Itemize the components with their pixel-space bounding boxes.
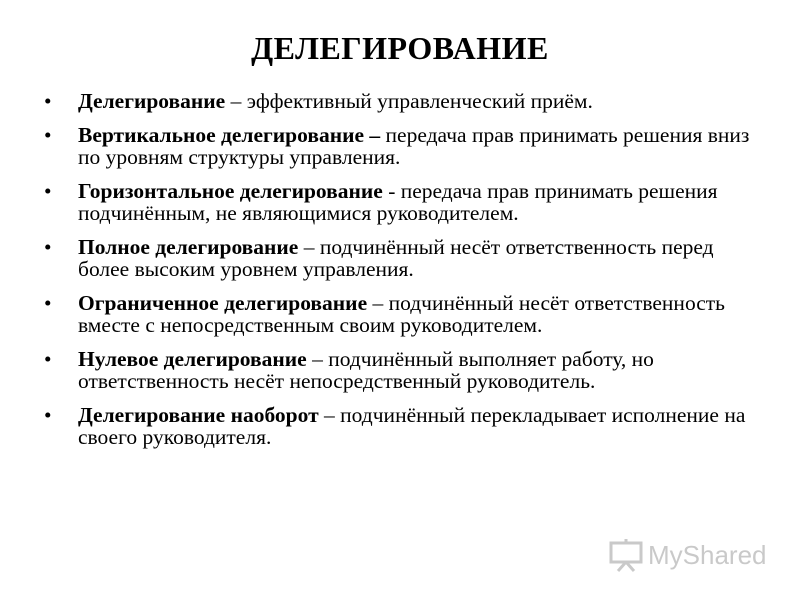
bullet-item — [44, 348, 764, 392]
bullet-text: - передача прав принимать решения подчинённым, не являющимися руководителем. — [78, 179, 718, 225]
bullet-term: Горизонтальное делегирование — [78, 179, 383, 203]
bullet-dot-icon: • — [44, 347, 52, 371]
bullet-dot-icon: • — [44, 89, 52, 113]
bullet-item — [44, 236, 764, 280]
watermark-text: MyShared — [648, 540, 767, 570]
bullet-dot-icon: • — [44, 123, 52, 147]
presentation-board-icon — [608, 538, 644, 572]
bullet-text: передача прав принимать решения вниз по уровням структуры управления. — [78, 123, 750, 169]
bullet-item — [44, 90, 764, 112]
bullet-term: Делегирование — [78, 89, 226, 113]
bullet-item — [44, 124, 764, 168]
bullet-term: Вертикальное делегирование – — [78, 123, 381, 147]
bullet-text: – подчинённый перекладывает исполнение на своего руководителя. — [78, 403, 746, 449]
bullet-text: – подчинённый выполняет работу, но ответственность несёт непосредственный руководитель. — [78, 347, 654, 393]
bullet-term: Нулевое делегирование — [78, 347, 307, 371]
bullet-dot-icon: • — [44, 291, 52, 315]
bullet-text: – подчинённый несёт ответственность перед более высоким уровнем управления. — [78, 235, 714, 281]
bullet-text: – подчинённый несёт ответственность вместе с непосредственным своим руководителем. — [78, 291, 725, 337]
watermark — [608, 538, 768, 574]
bullet-item — [44, 404, 764, 448]
slide-title: ДЕЛЕГИРОВАНИЕ — [251, 30, 549, 66]
bullet-item — [44, 180, 764, 224]
bullet-list — [44, 90, 764, 460]
bullet-dot-icon: • — [44, 179, 52, 203]
bullet-dot-icon: • — [44, 235, 52, 259]
bullet-dot-icon: • — [44, 403, 52, 427]
bullet-text: – эффективный управленческий приём. — [225, 89, 593, 113]
bullet-item — [44, 292, 764, 336]
bullet-term: Полное делегирование — [78, 235, 299, 259]
bullet-term: Ограниченное делегирование — [78, 291, 368, 315]
bullet-term: Делегирование наоборот — [78, 403, 319, 427]
